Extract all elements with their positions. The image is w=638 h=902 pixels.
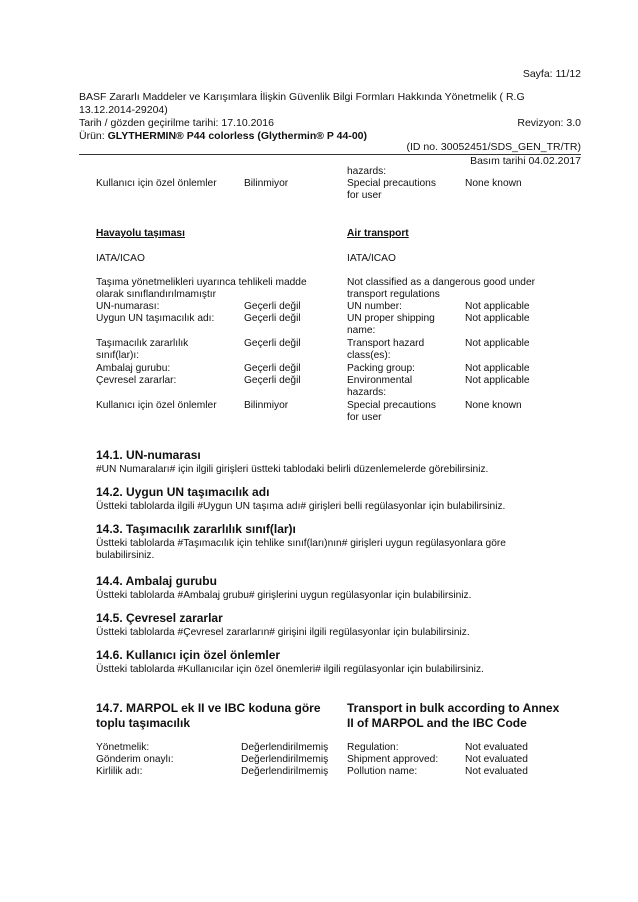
hazards-continued: hazards: bbox=[347, 166, 387, 177]
air-row-tr-label: Uygun UN taşımacılık adı: bbox=[96, 313, 215, 324]
air-note-en-1: Not classified as a dangerous good under bbox=[347, 277, 536, 288]
page-number: Sayfa: 11/12 bbox=[522, 68, 581, 80]
product-label: Ürün: bbox=[79, 130, 105, 142]
marpol-row-en-value: Not evaluated bbox=[465, 754, 528, 765]
section-title: 14.4. Ambalaj gurubu bbox=[96, 574, 217, 588]
air-row-en-label: UN number: bbox=[347, 301, 402, 312]
regulation-line-1: BASF Zararlı Maddeler ve Karışımlara İlişkin Güvenlik Bilgi Formları Hakkında Yönetmelik ( R.G bbox=[79, 91, 525, 103]
marpol-row-en-label: Pollution name: bbox=[347, 766, 418, 777]
document-id: (ID no. 30052451/SDS_GEN_TR/TR) bbox=[406, 141, 581, 153]
user-precautions-tr-value: Bilinmiyor bbox=[244, 178, 289, 189]
section-text: #UN Numaraları# için ilgili girişleri üstteki tablodaki belirli düzenlemelerde görebilirsiniz. bbox=[96, 464, 489, 475]
marpol-row-en-label: Shipment approved: bbox=[347, 754, 439, 765]
section-text: Üstteki tablolarda #Kullanıcılar için özel önemleri# ilgili regülasyonlar için bulabilirsiniz. bbox=[96, 664, 484, 675]
air-row-en-value: Not applicable bbox=[465, 375, 530, 386]
section-text: Üstteki tablolarda #Taşımacılık için tehlike sınıf(ları)nın# girişleri uygun regülasyonlara göre bbox=[96, 538, 506, 549]
regulation-line-2: 13.12.2014-29204) bbox=[79, 104, 168, 116]
air-row-en-label: UN proper shipping bbox=[347, 313, 435, 324]
air-row-tr-value: Geçerli değil bbox=[244, 363, 301, 374]
user-precautions-en-label-2: for user bbox=[347, 190, 382, 201]
air-row-en-value: Not applicable bbox=[465, 301, 530, 312]
air-note-tr-2: olarak sınıflandırılmamıştır bbox=[96, 289, 217, 300]
air-row-en-label-2: class(es): bbox=[347, 350, 391, 361]
air-row-en-label: Environmental bbox=[347, 375, 413, 386]
air-row-en-label: Transport hazard bbox=[347, 338, 425, 349]
marpol-row-tr-label: Kirlilik adı: bbox=[96, 766, 143, 777]
air-row-tr-value: Bilinmiyor bbox=[244, 400, 289, 411]
section-text: Üstteki tablolarda #Ambalaj grubu# girişlerini uygun regülasyonlar için bulabilirsiniz. bbox=[96, 590, 472, 601]
air-row-tr-label: Ambalaj gurubu: bbox=[96, 363, 171, 374]
marpol-title-en-1: Transport in bulk according to Annex bbox=[347, 701, 560, 715]
user-precautions-en-value: None known bbox=[465, 178, 522, 189]
section-text: Üstteki tablolarda ilgili #Uygun UN taşıma adı# girişleri belli regülasyonlar için bulabilirsiniz. bbox=[96, 501, 506, 512]
air-row-en-label: Special precautions bbox=[347, 400, 436, 411]
marpol-row-en-value: Not evaluated bbox=[465, 742, 528, 753]
section-title: 14.2. Uygun UN taşımacılık adı bbox=[96, 485, 270, 499]
air-row-en-value: Not applicable bbox=[465, 313, 530, 324]
marpol-row-tr-label: Gönderim onaylı: bbox=[96, 754, 174, 765]
air-row-en-label-2: name: bbox=[347, 325, 376, 336]
marpol-title-tr-1: 14.7. MARPOL ek II ve IBC koduna göre bbox=[96, 701, 321, 715]
air-row-tr-value: Geçerli değil bbox=[244, 375, 301, 386]
revision-number: Revizyon: 3.0 bbox=[517, 117, 581, 129]
air-row-tr-label: Çevresel zararlar: bbox=[96, 375, 177, 386]
marpol-row-en-value: Not evaluated bbox=[465, 766, 528, 777]
iata-code-tr: IATA/ICAO bbox=[96, 253, 145, 264]
air-row-tr-label: Taşımacılık zararlılık bbox=[96, 338, 189, 349]
product-name: GLYTHERMIN® P44 colorless (Glythermin® P 44-00) bbox=[107, 130, 367, 142]
air-row-tr-label-2: sınıf(lar)ı: bbox=[96, 350, 140, 361]
section-title: 14.1. UN-numarası bbox=[96, 448, 201, 462]
air-row-en-label: Packing group: bbox=[347, 363, 415, 374]
air-note-tr-1: Taşıma yönetmelikleri uyarınca tehlikeli madde bbox=[96, 277, 307, 288]
section-title: 14.6. Kullanıcı için özel önlemler bbox=[96, 648, 281, 662]
air-row-tr-value: Geçerli değil bbox=[244, 301, 301, 312]
air-note-en-2: transport regulations bbox=[347, 289, 440, 300]
air-row-en-label-2: hazards: bbox=[347, 387, 387, 398]
marpol-row-tr-value: Değerlendirilmemiş bbox=[241, 742, 329, 753]
iata-code-en: IATA/ICAO bbox=[347, 253, 396, 264]
air-row-en-label-2: for user bbox=[347, 412, 382, 423]
revision-date: Tarih / gözden geçirilme tarihi: 17.10.2016 bbox=[79, 117, 274, 129]
user-precautions-en-label-1: Special precautions bbox=[347, 178, 436, 189]
air-row-en-value: Not applicable bbox=[465, 363, 530, 374]
marpol-row-tr-label: Yönetmelik: bbox=[96, 742, 150, 753]
air-row-en-value: Not applicable bbox=[465, 338, 530, 349]
marpol-row-tr-value: Değerlendirilmemiş bbox=[241, 754, 329, 765]
product-line bbox=[79, 130, 367, 143]
section-title: 14.3. Taşımacılık zararlılık sınıf(lar)ı bbox=[96, 522, 296, 536]
section-text: Üstteki tablolarda #Çevresel zararların# girişini ilgili regülasyonlar için bulabilirsiniz. bbox=[96, 627, 470, 638]
air-transport-title-en: Air transport bbox=[347, 228, 409, 239]
section-text-2: bulabilirsiniz. bbox=[96, 550, 155, 561]
marpol-title-tr-2: toplu taşımacılık bbox=[96, 716, 191, 730]
air-row-tr-value: Geçerli değil bbox=[244, 338, 301, 349]
air-row-tr-value: Geçerli değil bbox=[244, 313, 301, 324]
marpol-title-en-2: II of MARPOL and the IBC Code bbox=[347, 716, 527, 730]
air-row-en-value: None known bbox=[465, 400, 522, 411]
section-title: 14.5. Çevresel zararlar bbox=[96, 611, 223, 625]
user-precautions-tr-label: Kullanıcı için özel önlemler bbox=[96, 178, 217, 189]
print-date: Basım tarihi 04.02.2017 bbox=[470, 155, 581, 167]
marpol-row-tr-value: Değerlendirilmemiş bbox=[241, 766, 329, 777]
air-row-tr-label: Kullanıcı için özel önlemler bbox=[96, 400, 217, 411]
marpol-row-en-label: Regulation: bbox=[347, 742, 399, 753]
air-row-tr-label: UN-numarası: bbox=[96, 301, 160, 312]
air-transport-title-tr: Havayolu taşıması bbox=[96, 228, 185, 239]
